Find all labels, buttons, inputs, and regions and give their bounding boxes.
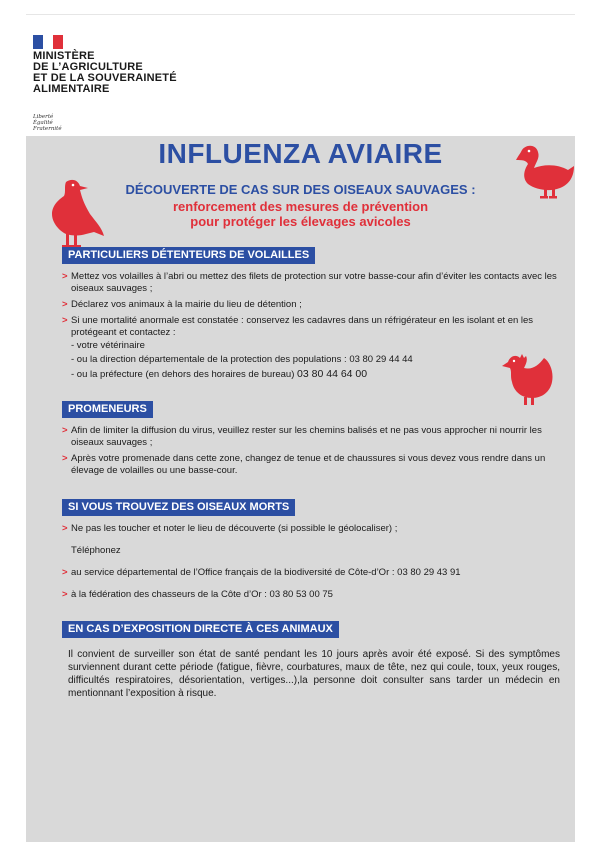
list-item <box>62 589 560 601</box>
bullet-marker-icon: > <box>62 523 68 534</box>
list-item-text: Après votre promenade dans cette zone, changez de tenue et de chaussures si vous devez vous rendre dans un élevage de volailles ou une basse-cour. <box>71 453 546 476</box>
ministry-line: DE L’AGRICULTURE <box>33 61 143 73</box>
section-body-promeneurs <box>62 425 560 477</box>
contact-text: - ou la préfecture (en dehors des horaires de bureau) <box>71 369 298 380</box>
bullet-marker-icon: > <box>62 271 68 282</box>
contact-line: - ou la direction départementale de la protection des populations : 03 80 29 44 44 <box>71 354 413 365</box>
section-title-promeneurs: PROMENEURS <box>62 401 153 418</box>
ministry-name <box>33 51 177 95</box>
list-item-text: à la fédération des chasseurs de la Côte d’Or : 03 80 53 00 75 <box>71 589 333 600</box>
list-item-text: Afin de limiter la diffusion du virus, veuillez rester sur les chemins balisés et ne pas vous approcher ni nourrir les oiseaux sauvages ; <box>71 425 542 448</box>
page-title: INFLUENZA AVIAIRE <box>158 138 443 169</box>
subtitle-discovery: DÉCOUVERTE DE CAS SUR DES OISEAUX SAUVAGES : <box>125 182 476 197</box>
list-item-text: Déclarez vos animaux à la mairie du lieu de détention ; <box>71 299 302 310</box>
top-divider <box>26 14 575 15</box>
bullet-marker-icon: > <box>62 315 68 326</box>
bullet-marker-icon: > <box>62 589 68 600</box>
republic-motto <box>33 114 62 132</box>
section-body-particuliers <box>62 271 560 381</box>
content-panel <box>26 136 575 842</box>
list-item <box>62 315 560 339</box>
contact-line: - votre vétérinaire <box>71 340 145 351</box>
list-item <box>62 523 560 535</box>
duck-icon <box>514 142 576 200</box>
ministry-line: ALIMENTAIRE <box>33 83 110 95</box>
exposition-paragraph: Il convient de surveiller son état de santé pendant les 10 jours après avoir été exposé. Si des symptômes surviennent durant cette période (fatigue, fièvre, courbatures, maux de tête, nez qui coule, toux, yeux rouges, difficultés respiratoires, désorientation, vertiges...),la personne doit consulter sans tarder un médecin en mentionnant l’exposition à risque. <box>68 649 560 699</box>
bullet-marker-icon: > <box>62 567 68 578</box>
section-title-particuliers: PARTICULIERS DÉTENTEURS DE VOLAILLES <box>62 247 315 264</box>
prefecture-phone: 03 80 44 64 00 <box>297 368 368 380</box>
ministry-line: MINISTÈRE <box>33 50 95 62</box>
republic-flag-logo <box>33 35 63 49</box>
motto-line: Égalité <box>33 120 53 126</box>
list-item <box>62 271 560 295</box>
list-item-text: au service départemental de l’Office français de la biodiversité de Côte-d’Or : 03 80 29 43 91 <box>71 567 461 578</box>
bullet-marker-icon: > <box>62 299 68 310</box>
phone-label: Téléphonez <box>71 545 121 556</box>
bullet-marker-icon: > <box>62 453 68 464</box>
motto-line: Fraternité <box>33 126 62 132</box>
list-item <box>62 453 560 477</box>
contact-line <box>62 368 560 381</box>
list-item-text: Mettez vos volailles à l’abri ou mettez des filets de protection sur votre basse-cour afin d’éviter les contacts avec les oiseaux sauvages ; <box>71 271 557 294</box>
list-item <box>62 567 560 579</box>
section-title-oiseaux-morts: SI VOUS TROUVEZ DES OISEAUX MORTS <box>62 499 295 516</box>
subtitle-line: renforcement des mesures de prévention <box>172 199 429 214</box>
list-item <box>62 425 560 449</box>
section-title-exposition: EN CAS D’EXPOSITION DIRECTE À CES ANIMAUX <box>62 621 339 638</box>
list-item-text: Si une mortalité anormale est constatée : conservez les cadavres dans un réfrigérateur en les isolant et en les protégeant et contactez : <box>71 315 534 338</box>
subtitle-prevention <box>26 199 575 229</box>
seagull-icon <box>44 178 106 250</box>
list-item <box>62 299 560 311</box>
subtitle-line: pour protéger les élevages avicoles <box>190 214 411 229</box>
motto-line: Liberté <box>33 114 54 120</box>
section-body-oiseaux-morts <box>62 523 560 601</box>
list-item-text: Ne pas les toucher et noter le lieu de découverte (si possible le géolocaliser) ; <box>71 523 398 534</box>
ministry-line: ET DE LA SOUVERAINETÉ <box>33 72 177 84</box>
bullet-marker-icon: > <box>62 425 68 436</box>
